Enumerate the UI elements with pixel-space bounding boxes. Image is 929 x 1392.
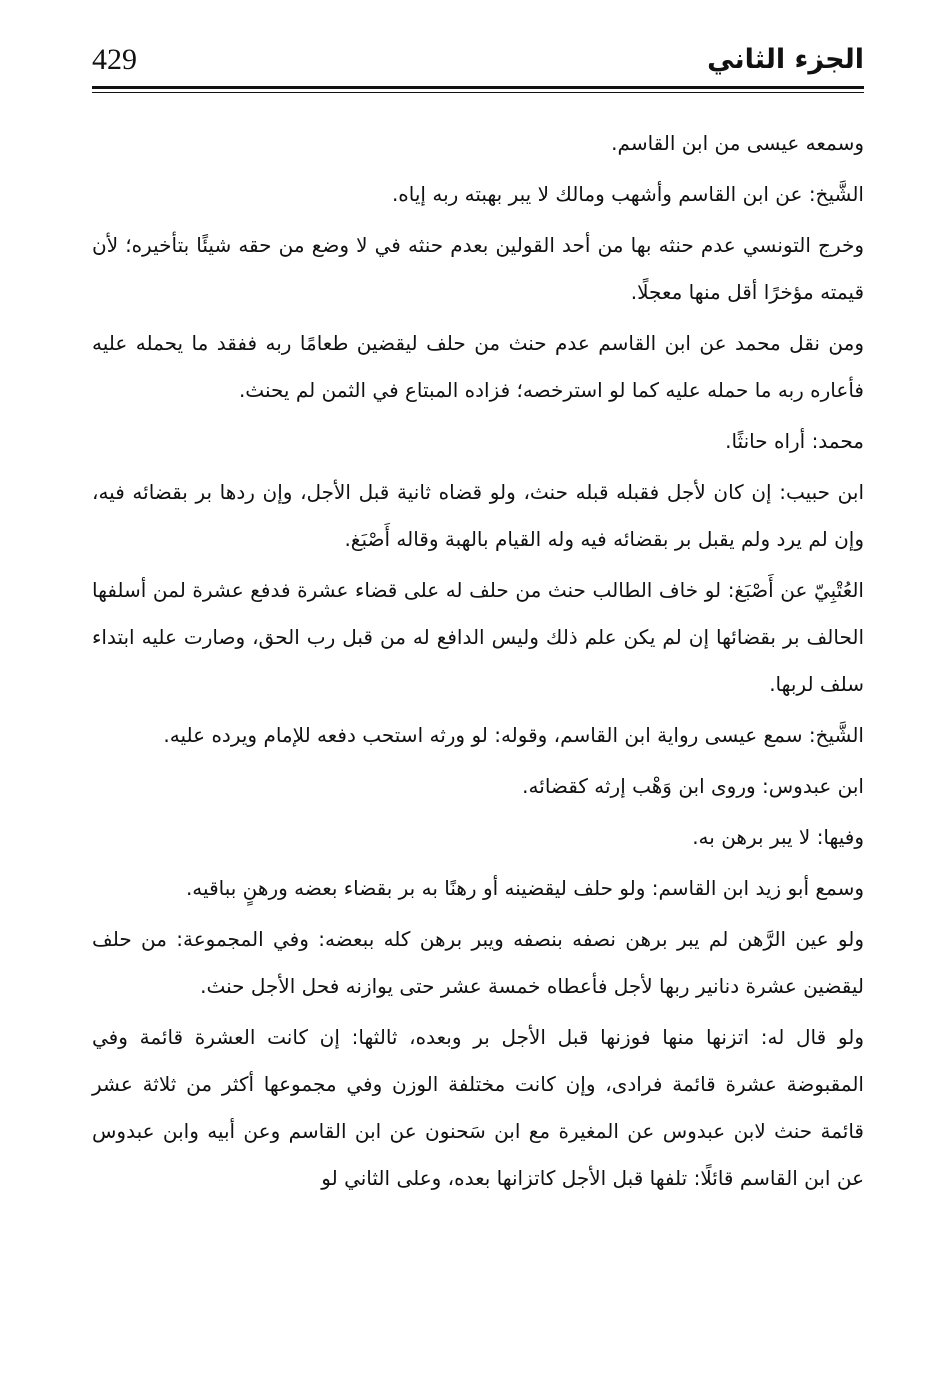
paragraph: وسمعه عيسى من ابن القاسم. bbox=[611, 131, 864, 155]
header-rule-thick bbox=[92, 86, 864, 89]
paragraph: الشَّيخ: سمع عيسى رواية ابن القاسم، وقوله: لو ورثه استحب دفعه للإمام ويرده عليه. bbox=[163, 723, 864, 747]
paragraph: الشَّيخ: عن ابن القاسم وأشهب ومالك لا يبر بهبته ربه إياه. bbox=[391, 182, 864, 206]
paragraph: وسمع أبو زيد ابن القاسم: ولو حلف ليقضينه أو رهنًا به بر بقضاء بعضه ورهنٍ بباقيه. bbox=[185, 876, 864, 900]
paragraph: ومن نقل محمد عن ابن القاسم عدم حنث من حلف ليقضين طعامًا ربه ففقد ما يحمله عليه فأعاره ربه ما حمله عليه كما لو استرخصه؛ فزاده المبتاع في الثمن لم يحنث. bbox=[92, 331, 864, 402]
paragraph: ولو عين الرَّهن لم يبر برهن نصفه بنصفه ويبر برهن كله ببعضه: وفي المجموعة: من حلف ليقضين عشرة دنانير ربها لأجل فأعطاه خمسة عشر حتى يوازنه فحل الأجل حنث. bbox=[92, 927, 864, 998]
paragraph: ابن عبدوس: وروى ابن وَهْب إرثه كقضائه. bbox=[522, 774, 864, 798]
paragraph: العُتْبِيّ عن أَصْبَغ: لو خاف الطالب حنث من حلف له على قضاء عشرة فدفع عشرة لمن أسلفها الحالف بر بقضائها إن لم يكن علم ذلك وليس الدافع له من قبل رب الحق، وصارت عليه ابتداء سلف لربها. bbox=[92, 578, 864, 696]
paragraph: ابن حبيب: إن كان لأجل فقبله قبله حنث، ولو قضاه ثانية قبل الأجل، وإن ردها بر بقضائه فيه، وإن لم يرد ولم يقبل بر بقضائه فيه وله القيام بالهبة وقاله أَصْبَغ. bbox=[92, 480, 864, 551]
header-rule-thin bbox=[92, 92, 864, 93]
page-header bbox=[92, 38, 864, 94]
paragraph: وخرج التونسي عدم حنثه بها من أحد القولين بعدم حنثه في لا وضع من حقه شيئًا بتأخيره؛ لأن قيمته مؤخرًا أقل منها معجلًا. bbox=[92, 233, 864, 304]
paragraph: وفيها: لا يبر برهن به. bbox=[692, 825, 864, 849]
body-text bbox=[92, 120, 864, 1206]
paragraph: محمد: أراه حانثًا. bbox=[725, 429, 864, 453]
running-title: الجزء الثاني bbox=[707, 44, 864, 75]
paragraph: ولو قال له: اتزنها منها فوزنها قبل الأجل بر وبعده، ثالثها: إن كانت العشرة قائمة وفي المقبوضة عشرة قائمة فرادى، وإن كانت مختلفة الوزن وفي مجموعها أكثر من ثلاثة عشر قائمة حنث لابن عبدوس عن المغيرة مع ابن سَحنون عن ابن القاسم وعن أبيه وابن عبدوس عن ابن القاسم قائلًا: تلفها قبل الأجل كاتزانها بعده، وعلى الثاني لو bbox=[92, 1025, 864, 1190]
page-number: 429 bbox=[92, 43, 137, 76]
